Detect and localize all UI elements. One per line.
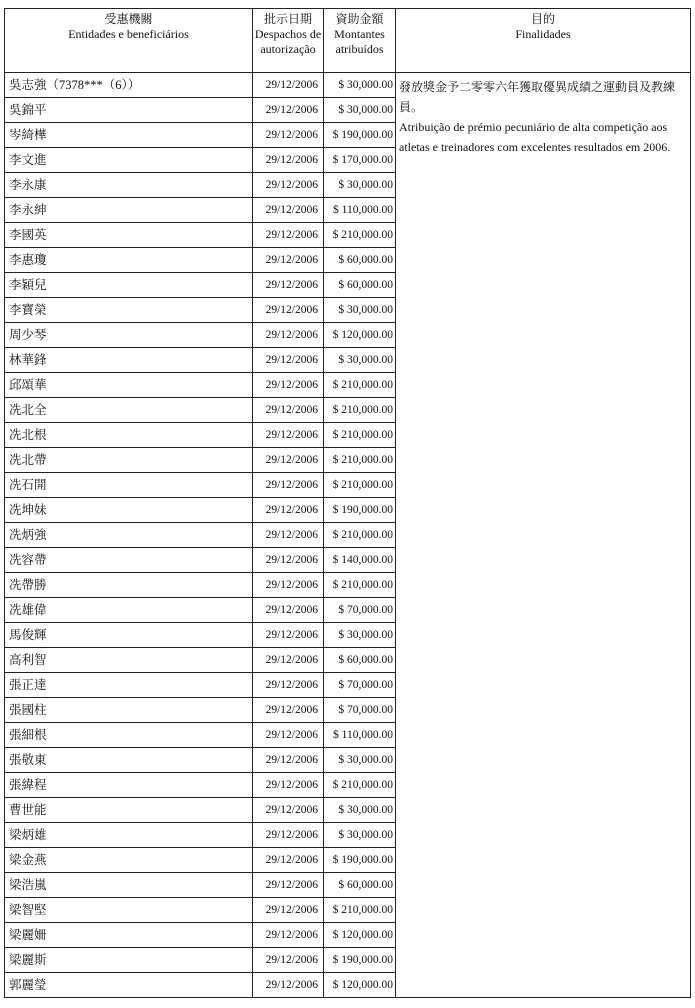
beneficiary-name-cell: 梁炳雄 xyxy=(5,823,253,848)
table-body xyxy=(5,73,691,998)
amount-cell: $ 30,000.00 xyxy=(324,348,396,373)
beneficiary-name-cell: 邱頌華 xyxy=(5,373,253,398)
amount-cell: $ 210,000.00 xyxy=(324,473,396,498)
authorization-date-cell: 29/12/2006 xyxy=(253,523,324,548)
amount-cell: $ 210,000.00 xyxy=(324,423,396,448)
authorization-date-cell: 29/12/2006 xyxy=(253,873,324,898)
header-amount-pt-2: atribuídos xyxy=(335,42,384,56)
beneficiary-name-cell: 冼北帶 xyxy=(5,448,253,473)
authorization-date-cell: 29/12/2006 xyxy=(253,173,324,198)
amount-cell: $ 60,000.00 xyxy=(324,273,396,298)
authorization-date-cell: 29/12/2006 xyxy=(253,748,324,773)
amount-cell: $ 70,000.00 xyxy=(324,598,396,623)
header-beneficiary xyxy=(5,9,253,73)
amount-cell: $ 30,000.00 xyxy=(324,798,396,823)
header-amount xyxy=(324,9,396,73)
beneficiary-name-cell: 高利智 xyxy=(5,648,253,673)
beneficiary-name-cell: 冼雄偉 xyxy=(5,598,253,623)
beneficiary-name-cell: 曹世能 xyxy=(5,798,253,823)
authorization-date-cell: 29/12/2006 xyxy=(253,148,324,173)
authorization-date-cell: 29/12/2006 xyxy=(253,798,324,823)
amount-cell: $ 70,000.00 xyxy=(324,673,396,698)
authorization-date-cell: 29/12/2006 xyxy=(253,673,324,698)
authorization-date-cell: 29/12/2006 xyxy=(253,698,324,723)
authorization-date-cell: 29/12/2006 xyxy=(253,823,324,848)
beneficiary-name-cell: 張國柱 xyxy=(5,698,253,723)
beneficiary-name-cell: 張細根 xyxy=(5,723,253,748)
beneficiary-name-cell: 冼帶勝 xyxy=(5,573,253,598)
authorization-date-cell: 29/12/2006 xyxy=(253,298,324,323)
authorization-date-cell: 29/12/2006 xyxy=(253,773,324,798)
beneficiary-name-cell: 冼北全 xyxy=(5,398,253,423)
authorization-date-cell: 29/12/2006 xyxy=(253,423,324,448)
authorization-date-cell: 29/12/2006 xyxy=(253,398,324,423)
beneficiary-name-cell: 郭麗瑩 xyxy=(5,973,253,998)
purpose-pt: Atribuição de prémio pecuniário de alta competição aos atletas e treinadores com excelentes resultados em 2006. xyxy=(399,120,671,154)
amount-cell: $ 30,000.00 xyxy=(324,623,396,648)
beneficiary-name-cell: 冼石開 xyxy=(5,473,253,498)
beneficiary-name-cell: 李文進 xyxy=(5,148,253,173)
amount-cell: $ 120,000.00 xyxy=(324,323,396,348)
beneficiary-name-cell: 冼容帶 xyxy=(5,548,253,573)
amount-cell: $ 30,000.00 xyxy=(324,73,396,98)
beneficiary-name-cell: 李國英 xyxy=(5,223,253,248)
authorization-date-cell: 29/12/2006 xyxy=(253,73,324,98)
header-purpose-pt: Finalidades xyxy=(515,27,571,41)
amount-cell: $ 110,000.00 xyxy=(324,723,396,748)
authorization-date-cell: 29/12/2006 xyxy=(253,973,324,998)
authorization-date-cell: 29/12/2006 xyxy=(253,648,324,673)
amount-cell: $ 210,000.00 xyxy=(324,573,396,598)
authorization-date-cell: 29/12/2006 xyxy=(253,373,324,398)
amount-cell: $ 120,000.00 xyxy=(324,973,396,998)
beneficiary-name-cell: 張敬東 xyxy=(5,748,253,773)
table-header-row xyxy=(5,9,691,73)
authorization-date-cell: 29/12/2006 xyxy=(253,723,324,748)
beneficiary-name-cell: 林華鋒 xyxy=(5,348,253,373)
amount-cell: $ 190,000.00 xyxy=(324,948,396,973)
authorization-date-cell: 29/12/2006 xyxy=(253,923,324,948)
header-date-pt-2: autorização xyxy=(260,42,316,56)
header-date-pt-1: Despachos de xyxy=(254,27,322,41)
beneficiary-name-cell: 冼北根 xyxy=(5,423,253,448)
amount-cell: $ 140,000.00 xyxy=(324,548,396,573)
amount-cell: $ 30,000.00 xyxy=(324,823,396,848)
beneficiary-name-cell: 梁麗姍 xyxy=(5,923,253,948)
amount-cell: $ 120,000.00 xyxy=(324,923,396,948)
header-beneficiary-pt: Entidades e beneficiários xyxy=(68,27,189,41)
amount-cell: $ 210,000.00 xyxy=(324,398,396,423)
beneficiary-name-cell: 冼坤妹 xyxy=(5,498,253,523)
amount-cell: $ 210,000.00 xyxy=(324,223,396,248)
beneficiary-name-cell: 馬俊輝 xyxy=(5,623,253,648)
amount-cell: $ 210,000.00 xyxy=(324,898,396,923)
authorization-date-cell: 29/12/2006 xyxy=(253,548,324,573)
header-date xyxy=(253,9,324,73)
authorization-date-cell: 29/12/2006 xyxy=(253,123,324,148)
header-beneficiary-zh: 受惠機關 xyxy=(104,12,153,26)
subsidy-table xyxy=(4,8,691,998)
beneficiary-name-cell: 李惠瓊 xyxy=(5,248,253,273)
authorization-date-cell: 29/12/2006 xyxy=(253,573,324,598)
beneficiary-name-cell: 李永紳 xyxy=(5,198,253,223)
amount-cell: $ 210,000.00 xyxy=(324,523,396,548)
purpose-zh: 發放獎金予二零零六年獲取優異成績之運動員及教練員。 xyxy=(399,80,676,114)
amount-cell: $ 190,000.00 xyxy=(324,498,396,523)
amount-cell: $ 30,000.00 xyxy=(324,98,396,123)
authorization-date-cell: 29/12/2006 xyxy=(253,273,324,298)
authorization-date-cell: 29/12/2006 xyxy=(253,473,324,498)
beneficiary-name-cell: 李穎兒 xyxy=(5,273,253,298)
header-amount-zh: 資助金額 xyxy=(335,12,384,26)
amount-cell: $ 60,000.00 xyxy=(324,248,396,273)
amount-cell: $ 30,000.00 xyxy=(324,748,396,773)
amount-cell: $ 210,000.00 xyxy=(324,773,396,798)
authorization-date-cell: 29/12/2006 xyxy=(253,448,324,473)
beneficiary-name-cell: 梁金燕 xyxy=(5,848,253,873)
authorization-date-cell: 29/12/2006 xyxy=(253,948,324,973)
authorization-date-cell: 29/12/2006 xyxy=(253,98,324,123)
beneficiary-name-cell: 岑綺樺 xyxy=(5,123,253,148)
amount-cell: $ 210,000.00 xyxy=(324,373,396,398)
authorization-date-cell: 29/12/2006 xyxy=(253,498,324,523)
amount-cell: $ 30,000.00 xyxy=(324,173,396,198)
beneficiary-name-cell: 冼炳強 xyxy=(5,523,253,548)
amount-cell: $ 70,000.00 xyxy=(324,698,396,723)
amount-cell: $ 190,000.00 xyxy=(324,848,396,873)
header-purpose xyxy=(396,9,691,73)
amount-cell: $ 60,000.00 xyxy=(324,648,396,673)
beneficiary-name-cell: 梁麗斯 xyxy=(5,948,253,973)
amount-cell: $ 170,000.00 xyxy=(324,148,396,173)
beneficiary-name-cell: 李寶榮 xyxy=(5,298,253,323)
header-date-zh: 批示日期 xyxy=(263,12,312,26)
beneficiary-name-cell: 周少琴 xyxy=(5,323,253,348)
beneficiary-name-cell: 梁智堅 xyxy=(5,898,253,923)
header-purpose-zh: 目的 xyxy=(530,12,555,26)
authorization-date-cell: 29/12/2006 xyxy=(253,598,324,623)
authorization-date-cell: 29/12/2006 xyxy=(253,623,324,648)
authorization-date-cell: 29/12/2006 xyxy=(253,898,324,923)
authorization-date-cell: 29/12/2006 xyxy=(253,248,324,273)
amount-cell: $ 30,000.00 xyxy=(324,298,396,323)
amount-cell: $ 110,000.00 xyxy=(324,198,396,223)
beneficiary-name-cell: 吳錦平 xyxy=(5,98,253,123)
beneficiary-name-cell: 梁浩嵐 xyxy=(5,873,253,898)
amount-cell: $ 210,000.00 xyxy=(324,448,396,473)
authorization-date-cell: 29/12/2006 xyxy=(253,348,324,373)
table-row xyxy=(5,73,691,98)
beneficiary-name-cell: 張正達 xyxy=(5,673,253,698)
beneficiary-name-cell: 吳志強（7378***（6）） xyxy=(5,73,253,98)
beneficiary-name-cell: 張緯程 xyxy=(5,773,253,798)
authorization-date-cell: 29/12/2006 xyxy=(253,323,324,348)
authorization-date-cell: 29/12/2006 xyxy=(253,848,324,873)
amount-cell: $ 60,000.00 xyxy=(324,873,396,898)
amount-cell: $ 190,000.00 xyxy=(324,123,396,148)
authorization-date-cell: 29/12/2006 xyxy=(253,198,324,223)
header-amount-pt-1: Montantes xyxy=(334,27,385,41)
purpose-cell xyxy=(396,73,691,998)
beneficiary-name-cell: 李永康 xyxy=(5,173,253,198)
authorization-date-cell: 29/12/2006 xyxy=(253,223,324,248)
